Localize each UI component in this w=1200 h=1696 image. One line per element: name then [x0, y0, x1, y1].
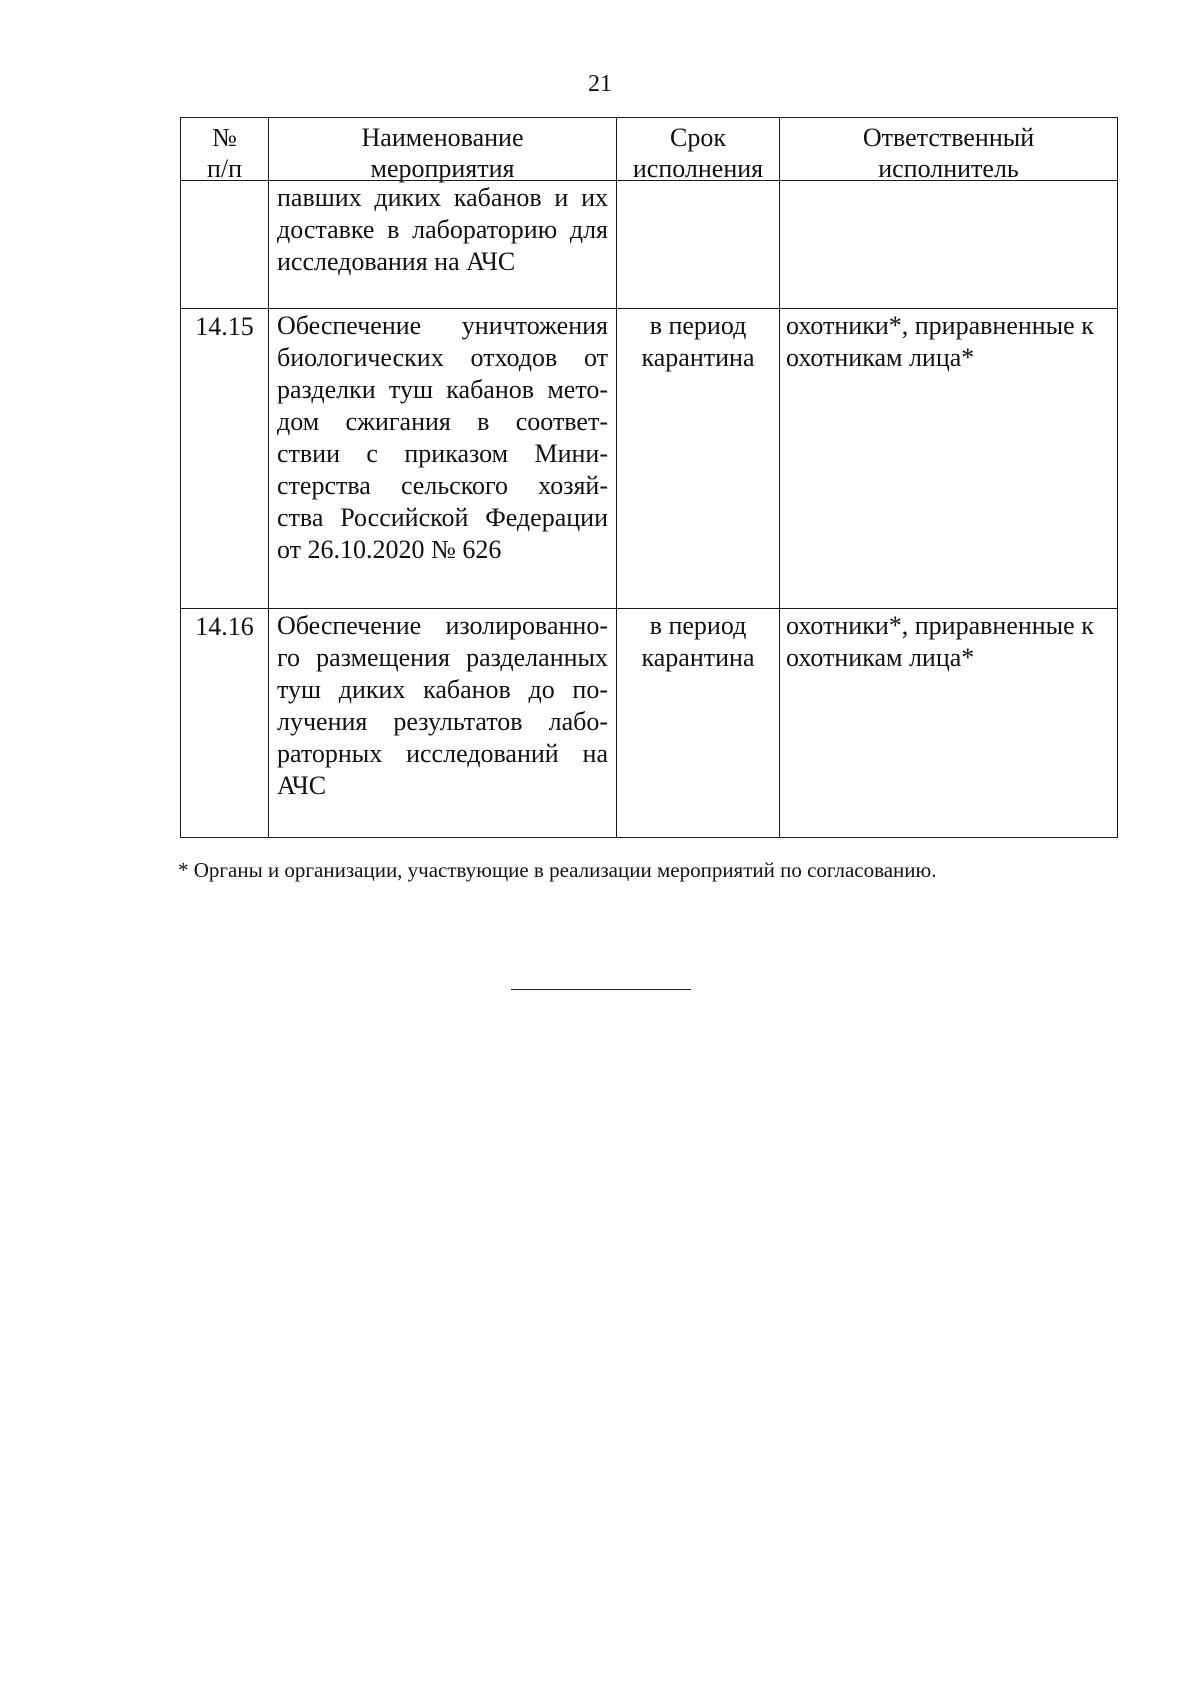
name-line: раторных исследований на: [277, 739, 608, 768]
cell-name: [269, 181, 617, 309]
name-line: Обеспечение изолированно-: [277, 611, 608, 640]
header-num-line: п/п: [206, 154, 243, 183]
cell-resp: [780, 609, 1118, 838]
cell-num: [181, 609, 269, 838]
resp-line: охотникам лица*: [786, 343, 975, 372]
header-term: [617, 118, 780, 181]
name-line: павших диких кабанов и их: [277, 183, 608, 212]
cell-term: [617, 309, 780, 609]
term-line: карантина: [641, 343, 755, 372]
header-resp-line: исполнитель: [878, 154, 1019, 183]
header-name: [269, 118, 617, 181]
cell-resp: [780, 181, 1118, 309]
name-line: разделки туш кабанов мето-: [277, 375, 608, 404]
name-line: биологических отходов от: [277, 343, 608, 372]
header-name-line: мероприятия: [370, 154, 515, 183]
row-number: 14.16: [195, 612, 254, 641]
name-line: исследования на АЧС: [277, 247, 516, 276]
name-line: от 26.10.2020 № 626: [277, 535, 502, 564]
name-line: туш диких кабанов до по-: [277, 675, 608, 704]
table-header-row: [181, 118, 1118, 181]
measures-table: [180, 117, 1118, 838]
table-row-14-16: [181, 609, 1118, 838]
name-line: стерства сельского хозяй-: [277, 471, 608, 500]
resp-line: охотники*, приравненные к: [786, 611, 1094, 640]
name-line: Обеспечение уничтожения: [277, 311, 608, 340]
cell-resp: [780, 309, 1118, 609]
header-num-line: №: [212, 123, 237, 152]
term-line: в период: [649, 611, 747, 640]
cell-term: [617, 609, 780, 838]
row-number: 14.15: [195, 312, 254, 341]
name-line: го размещения разделанных: [277, 643, 608, 672]
end-rule: [511, 989, 691, 990]
footnote: * Органы и организации, участвующие в реализации мероприятий по согласованию.: [178, 858, 937, 882]
name-line: АЧС: [277, 771, 327, 800]
name-line: ства Российской Федерации: [277, 503, 608, 532]
cell-num: [181, 181, 269, 309]
table-row-14-15: [181, 309, 1118, 609]
name-line: доставке в лабораторию для: [277, 215, 608, 244]
table-row-continuation: [181, 181, 1118, 309]
cell-num: [181, 309, 269, 609]
term-line: карантина: [641, 643, 755, 672]
name-line: дом сжигания в соответ-: [277, 407, 608, 436]
name-line: лучения результатов лабо-: [277, 707, 608, 736]
page-number: 21: [588, 71, 612, 97]
cell-term: [617, 181, 780, 309]
header-name-line: Наименование: [361, 123, 524, 152]
header-resp-line: Ответственный: [862, 123, 1035, 152]
header-term-line: исполнения: [632, 154, 764, 183]
header-resp: [780, 118, 1118, 181]
header-term-line: Срок: [670, 123, 726, 152]
name-line: ствии с приказом Мини-: [277, 439, 608, 468]
cell-name: [269, 609, 617, 838]
term-line: в период: [649, 311, 747, 340]
header-num: [181, 118, 269, 181]
cell-name: [269, 309, 617, 609]
resp-line: охотники*, приравненные к: [786, 311, 1094, 340]
resp-line: охотникам лица*: [786, 643, 975, 672]
